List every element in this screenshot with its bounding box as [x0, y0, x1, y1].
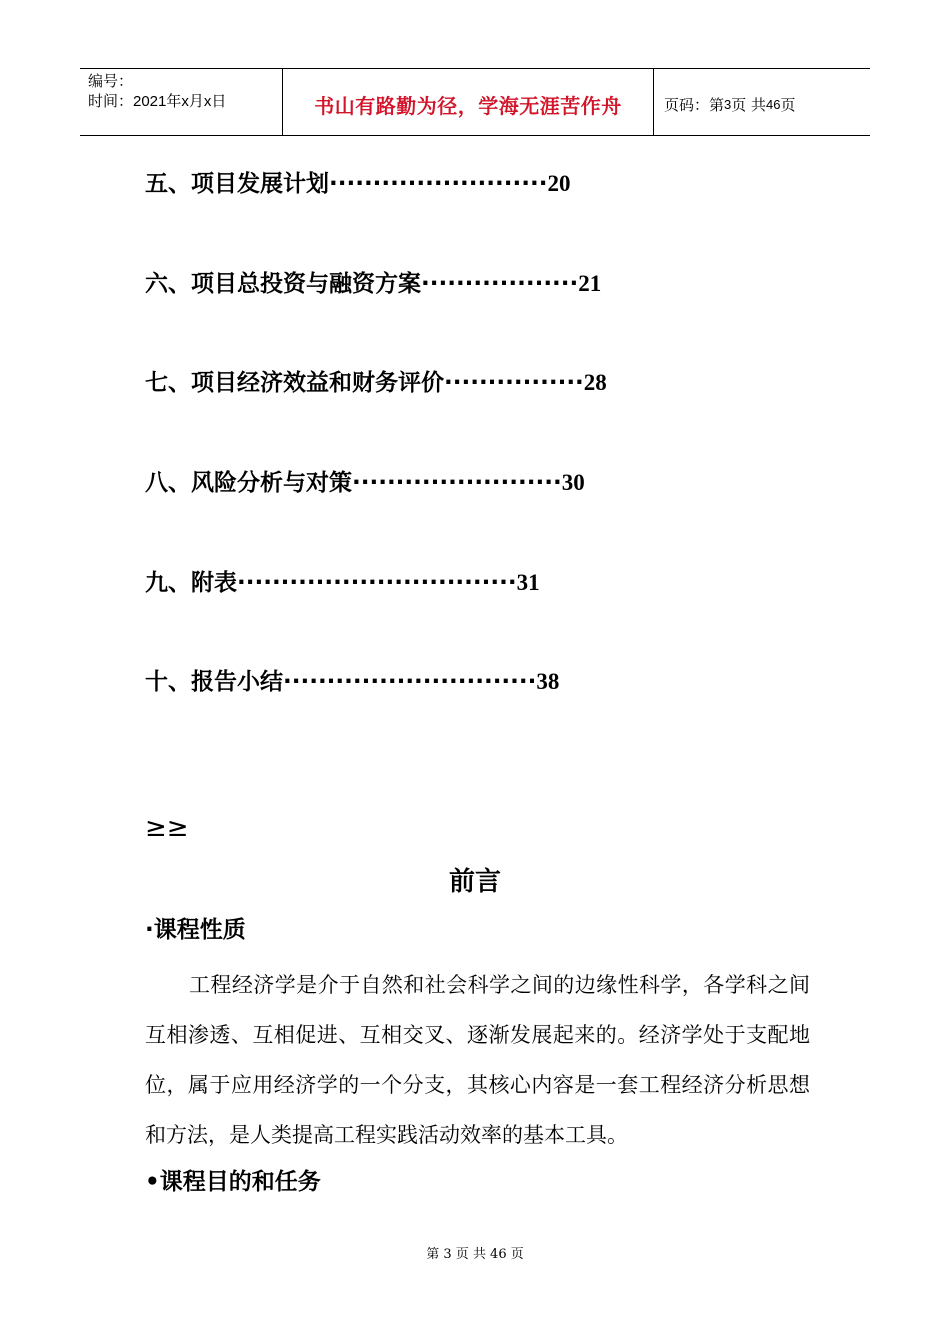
preface-paragraph: 工程经济学是介于自然和社会科学之间的边缘性科学，各学科之间互相渗透、互相促进、互相交叉、逐渐发展起来的。经济学处于支配地位，属于应用经济学的一个分支，其核心内容是一套工程经济分析思想和方法，是人类提高工程实践活动效率的基本工具。: [145, 973, 810, 1147]
toc-dots: ················: [444, 370, 584, 397]
toc-label: 六、项目总投资与融资方案: [145, 270, 421, 297]
toc-label: 十、报告小结: [145, 669, 283, 696]
toc-dots: ·····························: [283, 669, 537, 696]
toc-page: 28: [583, 370, 607, 396]
header-motto: 书山有路勤为径，学海无涯苦作舟: [314, 93, 622, 118]
toc-page: 31: [516, 569, 540, 595]
toc-label: 七、项目经济效益和财务评价: [145, 370, 444, 397]
toc-item[interactable]: [145, 363, 607, 463]
preface-title: 前言: [448, 867, 501, 897]
toc-item[interactable]: [145, 164, 607, 264]
toc-item[interactable]: [145, 463, 607, 563]
page-suffix: 页: [780, 95, 796, 114]
toc-page: 30: [561, 470, 585, 496]
toc-page: 20: [547, 171, 571, 196]
toc-item[interactable]: [145, 264, 607, 364]
page-footer: 第 3 页 共 46 页: [426, 1247, 524, 1262]
toc-dots: ························: [352, 470, 562, 497]
toc-dots: ··················: [421, 270, 579, 297]
header-page-info: [654, 69, 870, 135]
toc-dots: ································: [237, 569, 517, 596]
page-header: [80, 68, 870, 136]
document-number-label: 编号：: [88, 73, 134, 90]
header-motto-cell: [282, 69, 654, 135]
toc-item[interactable]: [145, 563, 607, 663]
table-of-contents: [145, 164, 607, 762]
page-prefix: 页码：第: [664, 95, 725, 114]
toc-item[interactable]: [145, 662, 607, 762]
toc-page: 38: [536, 669, 560, 695]
toc-label: 八、风险分析与对策: [145, 470, 352, 497]
toc-label: 五、项目发展计划: [145, 171, 329, 197]
toc-dots: ·························: [329, 171, 548, 197]
page-total: 46: [766, 96, 781, 112]
toc-label: 九、附表: [145, 569, 237, 596]
page-mid: 页 共: [731, 95, 767, 114]
symbol-text: ≥≥: [145, 813, 189, 843]
section-heading-course-nature: ·课程性质: [145, 917, 246, 943]
section-heading-course-goals: •课程目的和任务: [145, 1169, 321, 1195]
document-time-label: 时间：2021年x月x日: [88, 93, 227, 110]
toc-page: 21: [578, 270, 602, 296]
page-number: 3: [724, 96, 732, 112]
header-meta: [80, 69, 282, 135]
